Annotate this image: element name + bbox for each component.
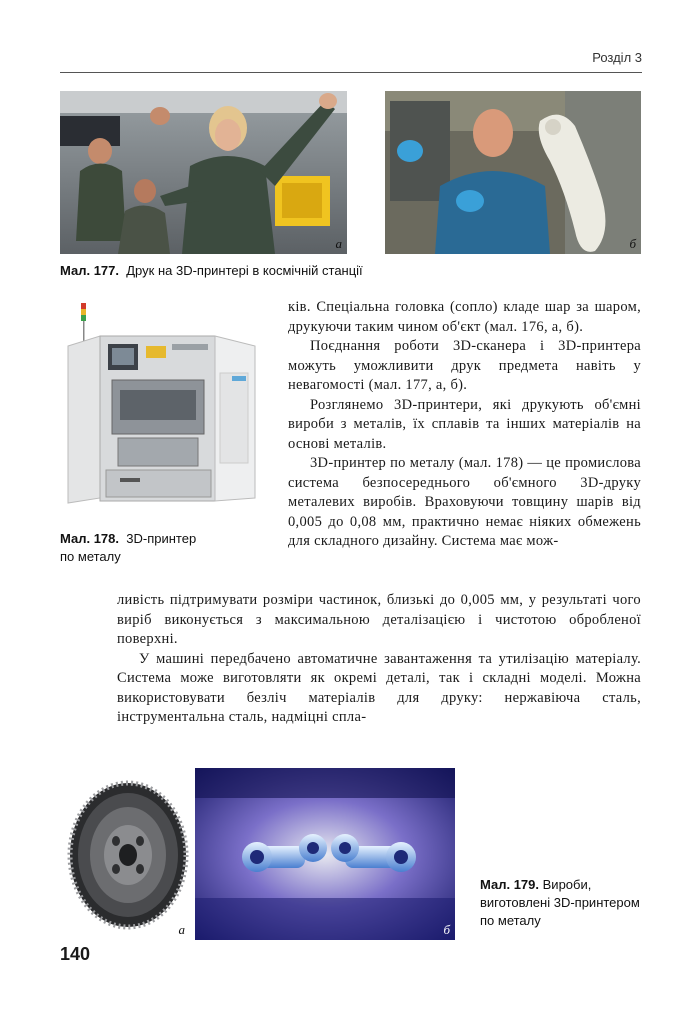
section-title: Розділ 3 [592,50,642,65]
fig177-photo-b [385,91,641,254]
fig179-caption-number: Мал. 179. [480,877,540,892]
metal-3d-printer-image [60,298,265,513]
fig177-caption [60,262,363,280]
text-column-narrow [288,298,641,552]
paragraph-4: 3D-принтер по металу (мал. 178) — це промислова система безпосереднього об'ємного 3D-друку металевих виробів. Враховуючи товщину шарів від 0,005 до 0,08 мм, практично немає ніяких обмежень для складного дизайну. Система має мож- [288,455,641,549]
fig177-caption-text: Друк на 3D-принтері в космічній станції [126,263,363,278]
fig177-label-b: б [629,236,636,251]
paragraph-4-continued: ливість підтримувати розміри частинок, близькі до 0,005 мм, у результаті чого виріб виконується з максимальною деталізацією і чистотою обробленої поверхні. [117,592,641,647]
metal-parts-image [195,768,455,940]
fig178-caption-number: Мал. 178. [60,531,120,546]
fig178-caption-text-2: по металу [60,549,121,564]
text-column-wide [117,591,641,728]
fig177-label-a: а [335,236,342,251]
fig179-caption [480,876,640,930]
fig177-caption-number: Мал. 177. [60,263,120,278]
paragraph-5: У машині передбачено автоматичне завантаження та утилізацію матеріалу. Система може виготовляти як окремі деталі, так і складні моделі. Можна використовувати безліч матеріалів для друку: нержавіюча сталь, інструментальна сталь, надміцні спла- [117,650,641,725]
astronauts-photo [60,91,347,254]
fig177-photo-a [60,91,347,254]
fig178-caption [60,530,260,566]
paragraph-1: ків. Спеціальна головка (сопло) кладе шар за шаром, друкуючи таким чином об'єкт (мал. 176, а, б). [288,299,641,335]
fig179-label-a: а [178,922,185,937]
fig179-caption-text: Вироби, виготовлені 3D-принтером по металу [480,877,640,928]
turbine-wheel-image [60,770,190,940]
fig179-label-b: б [443,922,450,937]
paragraph-3: Розглянемо 3D-принтери, які друкують об'ємні вироби з металів, їх сплавів та інших матеріалів на основі металів. [288,396,641,452]
page-number: 140 [60,944,91,964]
header-rule [60,72,642,73]
fig178-image [60,298,265,513]
space-station-photo [385,91,641,254]
fig179-photo-b [195,768,455,940]
fig178-caption-text-1: 3D-принтер [126,531,197,546]
fig179-photo-a [60,770,190,940]
paragraph-2: Поєднання роботи 3D-сканера і 3D-принтера можуть уможливити друк предмета навіть у невагомості (мал. 177, а, б). [288,338,641,393]
